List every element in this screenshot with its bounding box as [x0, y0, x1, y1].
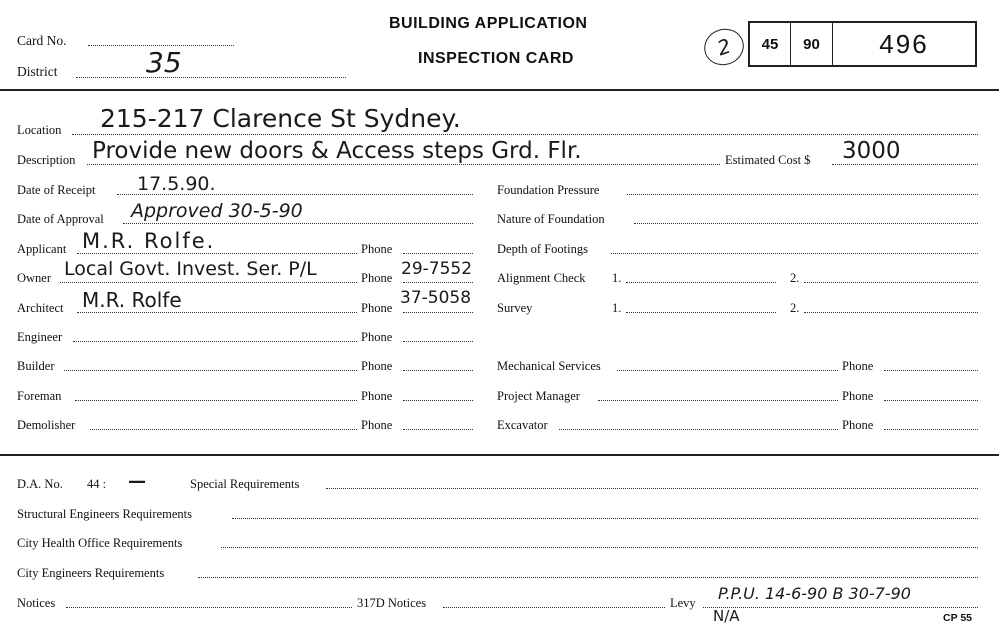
builder-phone-label: Phone [361, 359, 393, 373]
architect-line [77, 312, 357, 313]
district-line [76, 77, 346, 78]
alignment-check-label: Alignment Check [497, 271, 586, 285]
architect-phone-label: Phone [361, 301, 393, 315]
builder-phone-line [403, 370, 473, 371]
project-manager-line [598, 400, 838, 401]
date-of-receipt-value: 17.5.90. [137, 173, 216, 195]
form-code: CP 55 [943, 612, 972, 624]
district-label: District [17, 64, 58, 79]
applicant-label: Applicant [17, 242, 67, 256]
structural-engineers-line [232, 518, 978, 519]
engineer-phone-label: Phone [361, 330, 393, 344]
demolisher-label: Demolisher [17, 418, 76, 432]
builder-line [64, 370, 357, 371]
card-no-label: Card No. [17, 33, 67, 48]
notices-label: Notices [17, 596, 56, 610]
header-divider [0, 89, 999, 91]
alignment-check-1-line [626, 282, 776, 283]
date-of-approval-value: Approved 30-5-90 [131, 200, 303, 222]
box-cell-2: 90 [791, 23, 833, 65]
mechanical-phone-label: Phone [842, 359, 874, 373]
project-manager-label: Project Manager [497, 389, 580, 403]
mechanical-phone-line [884, 370, 978, 371]
engineer-label: Engineer [17, 330, 63, 344]
box-cell-1: 45 [750, 23, 791, 65]
special-requirements-label: Special Requirements [190, 477, 300, 491]
estimated-cost-label: Estimated Cost $ [725, 153, 811, 167]
levy-line [703, 607, 978, 608]
mechanical-services-line [617, 370, 838, 371]
description-value: Provide new doors & Access steps Grd. Flr. [92, 138, 582, 164]
project-manager-phone-label: Phone [842, 389, 874, 403]
demolisher-phone-label: Phone [361, 418, 393, 432]
city-engineers-line [198, 577, 978, 578]
date-of-approval-label: Date of Approval [17, 212, 104, 226]
owner-phone-line [403, 282, 473, 283]
special-requirements-line [326, 488, 978, 489]
demolisher-line [90, 429, 357, 430]
foundation-pressure-label: Foundation Pressure [497, 183, 600, 197]
foreman-phone-line [403, 400, 473, 401]
owner-phone-value: 29-7552 [401, 259, 473, 279]
architect-value: M.R. Rolfe [82, 288, 182, 312]
depth-of-footings-line [611, 253, 978, 254]
survey-1-label: 1. [612, 301, 622, 315]
demolisher-phone-line [403, 429, 473, 430]
levy-note: N/A [713, 607, 740, 625]
nature-of-foundation-label: Nature of Foundation [497, 212, 605, 226]
district-value: 35 [146, 46, 182, 79]
notices-317d-label: 317D Notices [357, 596, 427, 610]
location-label: Location [17, 123, 62, 137]
location-line [72, 134, 978, 135]
excavator-phone-line [884, 429, 978, 430]
survey-2-label: 2. [790, 301, 800, 315]
estimated-cost-line [832, 164, 978, 165]
city-health-label: City Health Office Requirements [17, 536, 183, 550]
mechanical-services-label: Mechanical Services [497, 359, 601, 373]
owner-value: Local Govt. Invest. Ser. P/L [64, 258, 317, 280]
applicant-phone-line [403, 253, 473, 254]
levy-label: Levy [670, 596, 696, 610]
alignment-check-2-label: 2. [790, 271, 800, 285]
city-engineers-label: City Engineers Requirements [17, 566, 165, 580]
owner-label: Owner [17, 271, 52, 285]
date-of-approval-line [123, 223, 473, 224]
excavator-label: Excavator [497, 418, 548, 432]
description-label: Description [17, 153, 76, 167]
foreman-line [75, 400, 357, 401]
alignment-check-2-line [804, 282, 978, 283]
architect-phone-line [403, 312, 473, 313]
date-of-receipt-label: Date of Receipt [17, 183, 96, 197]
da-no-value: 44 : [87, 477, 107, 491]
da-no-label: D.A. No. [17, 477, 63, 491]
circled-number: 2 [714, 33, 734, 61]
excavator-phone-label: Phone [842, 418, 874, 432]
circled-number-stamp [699, 24, 748, 71]
applicant-phone-label: Phone [361, 242, 393, 256]
structural-engineers-label: Structural Engineers Requirements [17, 507, 192, 521]
builder-label: Builder [17, 359, 55, 373]
title-line1: BUILDING APPLICATION [389, 15, 588, 32]
foreman-phone-label: Phone [361, 389, 393, 403]
section-divider [0, 454, 999, 456]
foundation-pressure-line [627, 194, 978, 195]
nature-of-foundation-line [634, 223, 978, 224]
owner-line [60, 282, 357, 283]
foreman-label: Foreman [17, 389, 62, 403]
owner-phone-label: Phone [361, 271, 393, 285]
levy-value: P.P.U. 14-6-90 B 30-7-90 [718, 584, 911, 603]
box-cell-3: 496 [879, 28, 929, 59]
location-value: 215-217 Clarence St Sydney. [100, 104, 461, 133]
survey-1-line [626, 312, 776, 313]
architect-phone-value: 37-5058 [400, 288, 472, 308]
excavator-line [559, 429, 838, 430]
estimated-cost-value: 3000 [842, 138, 901, 164]
applicant-value: M.R. Rolfe. [82, 229, 216, 253]
applicant-line [77, 253, 357, 254]
alignment-check-1-label: 1. [612, 271, 622, 285]
architect-label: Architect [17, 301, 64, 315]
engineer-phone-line [403, 341, 473, 342]
survey-label: Survey [497, 301, 533, 315]
survey-2-line [804, 312, 978, 313]
title-line2: INSPECTION CARD [418, 50, 574, 67]
card-number-box [748, 21, 977, 67]
engineer-line [73, 341, 357, 342]
da-no-dash: — [128, 471, 146, 492]
project-manager-phone-line [884, 400, 978, 401]
notices-317d-line [443, 607, 665, 608]
description-line [87, 164, 720, 165]
notices-line [66, 607, 352, 608]
city-health-line [221, 547, 978, 548]
depth-of-footings-label: Depth of Footings [497, 242, 588, 256]
